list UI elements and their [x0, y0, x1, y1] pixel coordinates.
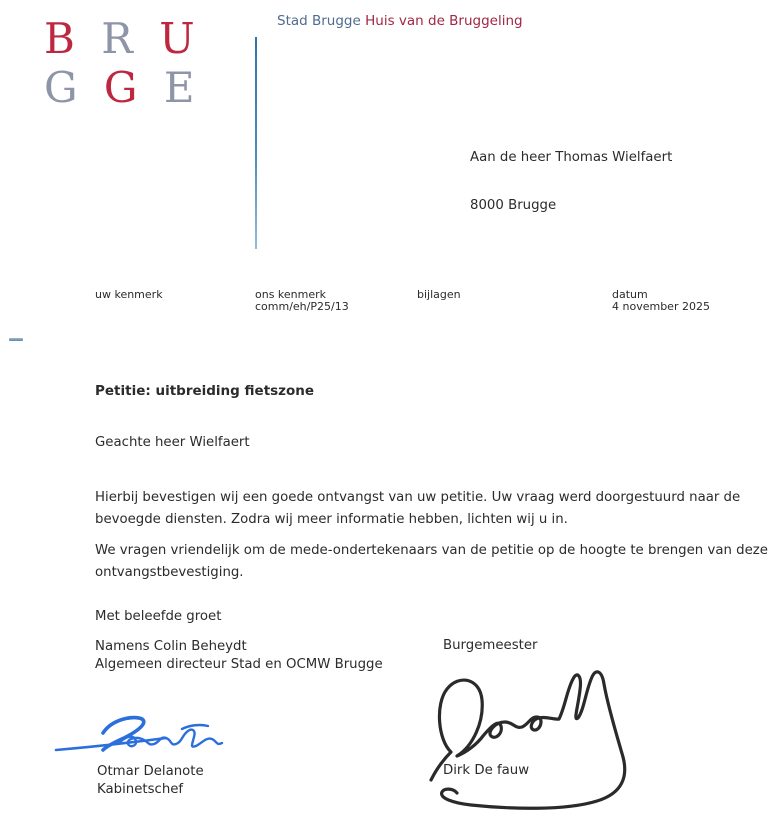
signatory-left-name: Otmar Delanote [97, 764, 204, 779]
signatory-left-on-behalf: Namens Colin Beheydt [95, 639, 247, 654]
logo-row-2 [44, 63, 208, 112]
signatory-left-on-behalf-title: Algemeen directeur Stad en OCMW Brugge [95, 656, 383, 672]
header-line [277, 13, 523, 29]
body-paragraph-1-line-2: bevoegde diensten. Zodra wij meer informatie hebben, lichten wij u in. [95, 512, 568, 527]
logo-letter: R [101, 14, 133, 63]
signatory-right-title: Burgemeester [443, 638, 538, 653]
closing-salute: Met beleefde groet [95, 609, 222, 624]
signature-otmar-delanote [54, 714, 230, 760]
signatory-left-header [95, 638, 383, 673]
letter-subject: Petitie: uitbreiding fietszone [95, 383, 315, 399]
body-paragraph-1-line-1: Hierbij bevestigen wij een goede ontvangst van uw petitie. Uw vraag werd doorgestuurd naar de [95, 490, 741, 505]
header-org-name: Stad Brugge [277, 13, 361, 29]
brugge-logo [44, 14, 208, 112]
datum-label: datum [612, 288, 648, 301]
uw-kenmerk-label: uw kenmerk [95, 288, 163, 301]
header-divider-rule [255, 37, 257, 249]
logo-row-1 [44, 14, 208, 63]
body-paragraph-1 [95, 487, 740, 531]
bijlagen-label: bijlagen [417, 288, 461, 301]
logo-letter: U [159, 14, 195, 63]
signature-dirk-de-fauw [425, 662, 665, 827]
salutation: Geachte heer Wielfaert [95, 435, 250, 450]
logo-letter: E [163, 63, 195, 112]
ons-kenmerk-label: ons kenmerk [255, 288, 327, 301]
logo-letter: G [103, 63, 138, 112]
fold-mark [9, 338, 23, 341]
body-paragraph-2-line-2: ontvangstbevestiging. [95, 565, 244, 580]
body-paragraph-2 [95, 540, 768, 584]
body-paragraph-2-line-1: We vragen vriendelijk om de mede-ondertekenaars van de petitie op de hoogte te brengen van deze [95, 543, 768, 558]
logo-letter: B [44, 14, 75, 63]
recipient-name: Aan de heer Thomas Wielfaert [470, 150, 673, 165]
logo-letter: G [44, 63, 78, 112]
signatory-left-block [97, 763, 204, 799]
datum-value: 4 november 2025 [612, 300, 710, 313]
signatory-left-role: Kabinetschef [97, 782, 184, 797]
recipient-city: 8000 Brugge [470, 198, 557, 213]
header-dept-name: Huis van de Bruggeling [365, 13, 523, 29]
ons-kenmerk-value: comm/eh/P25/13 [255, 300, 349, 313]
signatory-right-name: Dirk De fauw [443, 763, 530, 778]
